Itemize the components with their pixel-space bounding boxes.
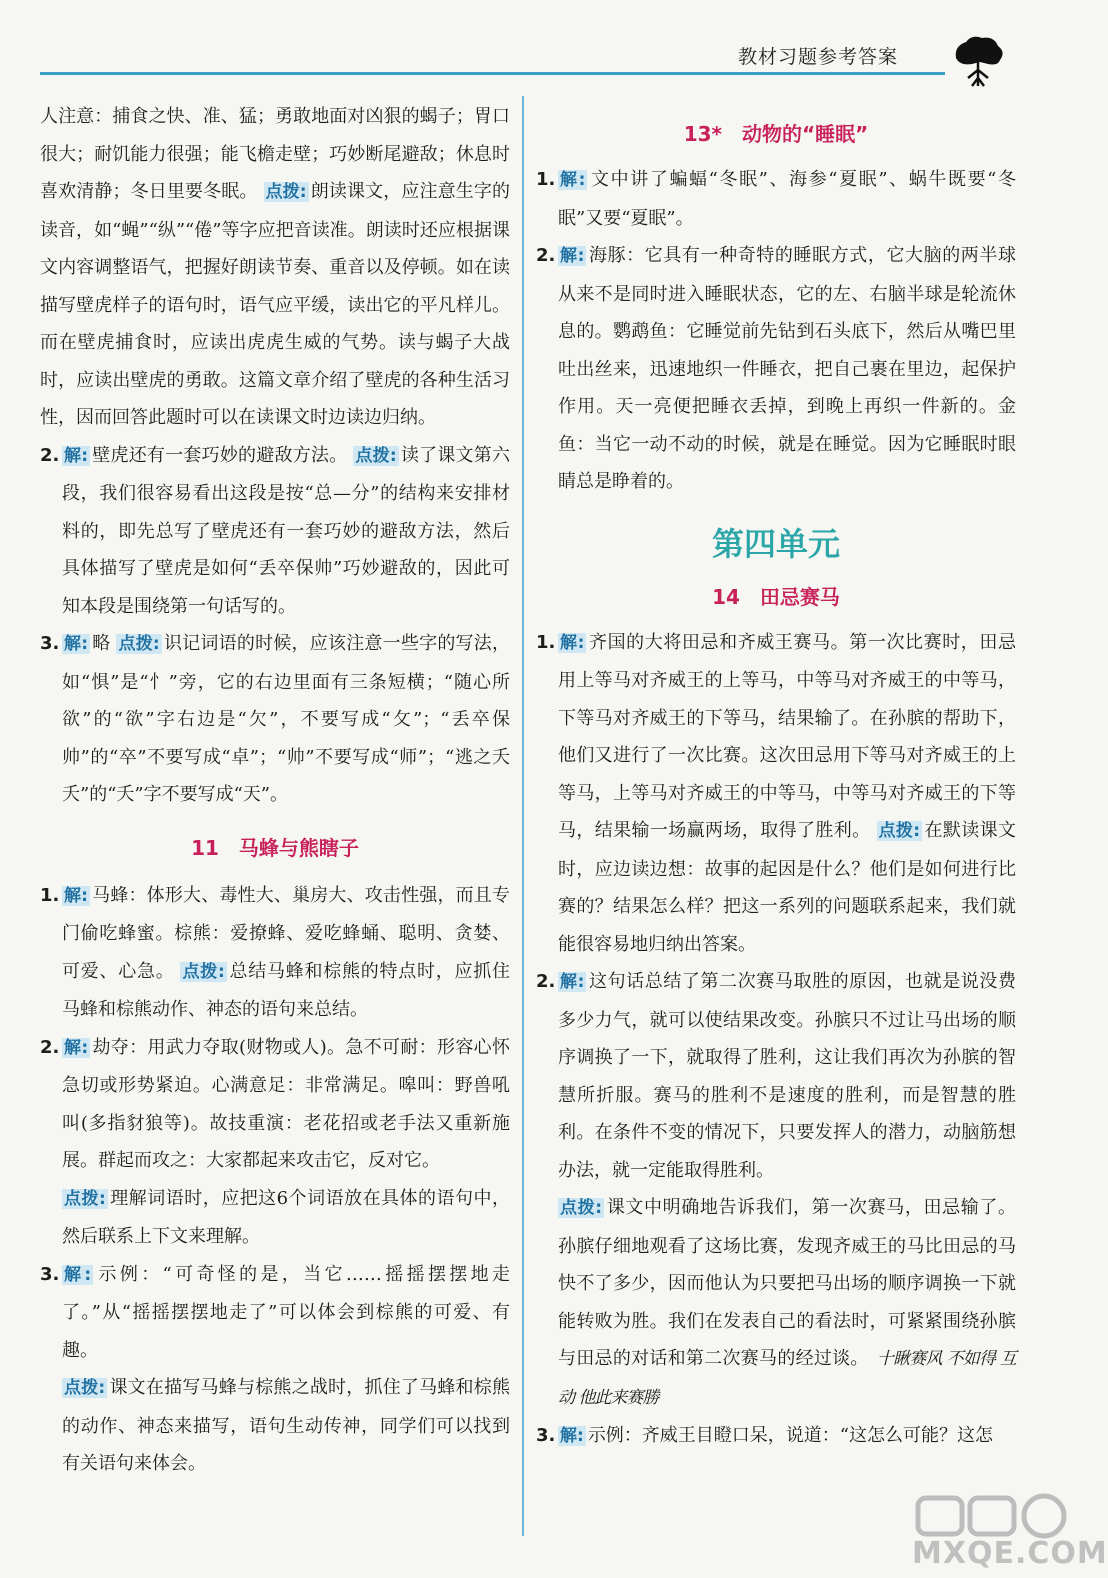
answer-tag: 解: (560, 1426, 584, 1446)
answer-tag: 解: (560, 632, 585, 653)
lesson-13-title: 13* 动物的“睡眠” (683, 122, 869, 146)
question-2 (40, 1029, 510, 1256)
answer-text: 劫夺：用武力夺取(财物或人)。急不可耐：形容心怀急切或形势紧迫。心满意足：非常满足。嗥叫：野兽吼叫(多指豺狼等)。故技重演：老花招或老手法又重新施展。群起而攻之：大家都起来攻击它，反对它。 (62, 1036, 510, 1171)
question-1 (40, 877, 510, 1029)
question-number: 3. (536, 1425, 556, 1446)
tree-logo-icon (950, 32, 1006, 88)
lesson-14-title: 14 田忌赛马 (712, 584, 840, 609)
question-2 (536, 237, 1016, 501)
watermark-domain: MXQE.COM (912, 1536, 1108, 1571)
hint-tag: 点拨: (182, 961, 225, 982)
question-number: 1. (40, 884, 60, 906)
question-number: 1. (536, 169, 556, 190)
question-number: 1. (536, 631, 556, 653)
question-3 (536, 1417, 1016, 1456)
answer-text: 略 (92, 633, 111, 654)
answer-text: 示例：齐威王目瞪口呆，说道：“这怎么可能？这怎 (587, 1425, 994, 1446)
hint-tag: 点拨: (64, 1378, 106, 1398)
question-number: 2. (40, 1036, 60, 1058)
question-number: 3. (40, 633, 60, 654)
hint-tag: 点拨: (560, 1198, 603, 1218)
lesson-11-title: 11 马蜂与熊瞎子 (191, 835, 359, 860)
question-3 (40, 1256, 510, 1483)
header-title: 教材习题参考答案 (738, 46, 899, 68)
hint-text: 识记词语的时候，应该注意一些字的写法，如“惧”是“忄”旁，它的右边里面有三条短横；“随心所欲”的“欲”字右边是“欠”，不要写成“攵”；“丢卒保帅”的“卒”不要写成“卓”；“帅”不要写成“师”；“逃之夭夭”的“夭”字不要写成“天”。 (62, 633, 510, 805)
handwritten-note: 十瞅赛风 不如得 互动 他此来赛勝 (558, 1349, 1016, 1408)
left-column (40, 98, 510, 1483)
answer-tag: 解: (64, 634, 89, 654)
question-number: 2. (536, 971, 556, 992)
hint-tag: 点拨: (118, 634, 160, 654)
hint-text: 在默读课文时，应边读边想：故事的起因是什么？他们是如何进行比赛的？结果怎么样？把这一系列的问题联系起来，我们就能很容易地归纳出答案。 (558, 820, 1017, 955)
hint-text: 理解词语时，应把这6个词语放在具体的语句中，然后联系上下文来理解。 (62, 1187, 510, 1247)
hint-text: 课文中明确地告诉我们，第一次赛马，田忌输了。孙膑仔细地观看了这场比赛，发现齐威王的马比田忌的马快不了多少，因而他认为只要把马出场的顺序调换一下就能转败为胜。我们在发表自己的看法时，可紧紧围绕孙膑与田忌的对话和第二次赛马的经过谈。 (558, 1197, 1016, 1369)
watermark (912, 1492, 1108, 1574)
answer-text: 示例：“可奇怪的是，当它……摇摇摆摆地走了。”从“摇摇摆摆地走了”可以体会到棕熊的可爱、有趣。 (62, 1263, 510, 1361)
question-1 (536, 624, 1016, 964)
answer-tag: 解: (560, 170, 586, 190)
answer-tag: 解: (560, 246, 585, 266)
answer-text: 海豚：它具有一种奇特的睡眠方式，它大脑的两半球从来不是同时进入睡眠状态，它的左、右脑半球是轮流休息的。鹦鹉鱼：它睡觉前先钻到石头底下，然后从嘴巴里吐出丝来，迅速地织一件睡衣，把自己裹在里边，起保护作用。天一亮便把睡衣丢掉，到晚上再织一件新的。金鱼：当它一动不动的时候，就是在睡觉。因为它睡眠时眼睛总是睁着的。 (558, 245, 1016, 492)
answer-text: 齐国的大将田忌和齐威王赛马。第一次比赛时，田忌用上等马对齐威王的上等马，中等马对齐威王的中等马，下等马对齐威王的下等马，结果输了。在孙膑的帮助下，他们又进行了一次比赛。这次田忌用下等马对齐威王的上等马，上等马对齐威王的中等马，中等马对齐威王的下等马，结果输一场赢两场，取得了胜利。 (558, 631, 1016, 841)
column-divider (522, 96, 524, 1536)
question-2 (536, 963, 1016, 1417)
answer-tag: 解: (64, 445, 89, 466)
unit-4-title: 第四单元 (711, 524, 840, 563)
hint-tag: 点拨: (878, 821, 921, 841)
answer-text: 壁虎还有一套巧妙的避敌方法。 (92, 444, 348, 466)
answer-tag: 解: (64, 1037, 89, 1058)
question-1 (536, 161, 1016, 237)
intro-paragraph (40, 98, 510, 437)
answer-tag: 解: (64, 1264, 92, 1285)
answer-text: 文中讲了蝙蝠“冬眠”、海参“夏眠”、蜗牛既要“冬眠”又要“夏眠”。 (558, 169, 1016, 229)
intro-text: 人注意：捕食之快、准、猛；勇敢地面对凶狠的蝎子；胃口很大；耐饥能力很强；能飞檐走壁；巧妙断尾避敌；休息时喜欢清静；冬日里要冬眠。 (40, 106, 510, 202)
hint-text: 读了课文第六段，我们很容易看出这段是按“总—分”的结构来安排材料的，即先总写了壁虎还有一套巧妙的避敌方法，然后具体描写了壁虎是如何“丢卒保帅”巧妙避敌的，因此可知本段是围绕第一句话写的。 (62, 444, 510, 617)
question-number: 2. (40, 444, 60, 466)
watermark-logo-icon (912, 1492, 1072, 1538)
hint-text: 课文在描写马蜂与棕熊之战时，抓住了马蜂和棕熊的动作、神态来描写，语句生动传神，同学们可以找到有关语句来体会。 (62, 1377, 510, 1474)
header-rule (40, 72, 945, 75)
hint-tag: 点拨: (355, 445, 397, 466)
right-column (536, 98, 1016, 1456)
question-2 (40, 437, 510, 626)
hint-tag: 点拨: (64, 1188, 106, 1209)
intro-hint-text: 朗读课文，应注意生字的读音，如“蝇”“纵”“倦”等字应把音读准。朗读时还应根据课文内容调整语气，把握好朗读节奏、重音以及停顿。如在读描写壁虎样子的语句时，语气应平缓，读出它的平凡样儿。而在壁虎捕食时，应读出虎虎生威的气势。读与蝎子大战时，应读出壁虎的勇敢。这篇文章介绍了壁虎的各种生活习性，因而回答此题时可以在读课文时边读边归纳。 (40, 181, 510, 428)
answer-tag: 解: (560, 972, 585, 992)
question-3 (40, 625, 510, 814)
answer-text: 马蜂：体形大、毒性大、巢房大、攻击性强，而且专门偷吃蜂蜜。棕熊：爱撩蜂、爱吃蜂蛹、聪明、贪婪、可爱、心急。 (62, 884, 510, 982)
answer-tag: 解: (64, 885, 88, 906)
hint-tag: 点拨: (265, 182, 307, 202)
hint-text: 总结马蜂和棕熊的特点时，应抓住马蜂和棕熊动作、神态的语句来总结。 (62, 960, 510, 1020)
question-number: 3. (40, 1263, 60, 1285)
answer-text: 这句话总结了第二次赛马取胜的原因，也就是说没费多少力气，就可以使结果改变。孙膑只不过让马出场的顺序调换了一下，就取得了胜利，这让我们再次为孙膑的智慧所折服。赛马的胜利不是速度的胜利，而是智慧的胜利。在条件不变的情况下，只要发挥人的潜力，动脑筋想办法，就一定能取得胜利。 (558, 971, 1016, 1181)
question-number: 2. (536, 245, 556, 266)
